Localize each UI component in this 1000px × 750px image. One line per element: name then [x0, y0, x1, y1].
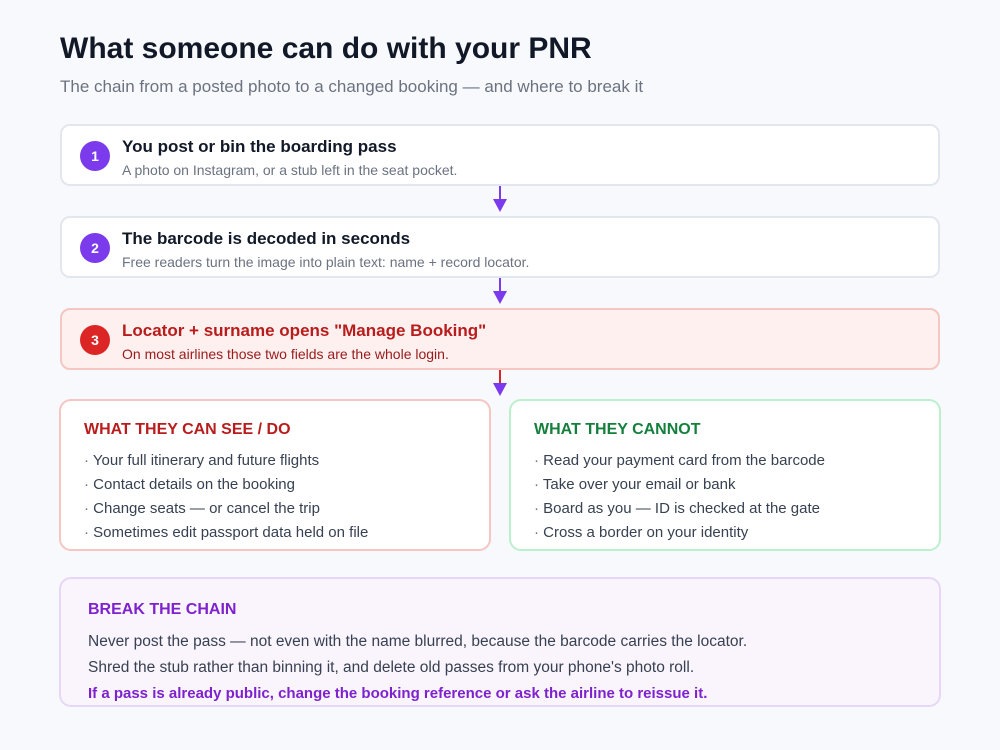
page-title: What someone can do with your PNR — [60, 32, 592, 65]
advice-line: Never post the pass — not even with the name blurred, because the barcode carries the locator. — [88, 633, 748, 650]
step-description: Free readers turn the image into plain text: name + record locator. — [122, 254, 530, 270]
cannot-do-heading: WHAT THEY CANNOT — [534, 421, 701, 438]
cannot-do-list — [534, 451, 825, 547]
can-do-list — [84, 451, 368, 547]
step-manage-booking — [60, 308, 940, 370]
step-number-badge: 3 — [80, 325, 110, 355]
step-post-pass — [60, 124, 940, 186]
list-item: · Cross a border on your identity — [534, 523, 825, 547]
step-description: A photo on Instagram, or a stub left in the seat pocket. — [122, 162, 458, 178]
cannot-do-panel — [509, 399, 941, 551]
step-title: Locator + surname opens "Manage Booking" — [122, 321, 487, 340]
can-do-heading: WHAT THEY CAN SEE / DO — [84, 421, 291, 438]
step-title: You post or bin the boarding pass — [122, 137, 397, 156]
step-number-badge: 2 — [80, 233, 110, 263]
break-the-chain-box — [59, 577, 941, 707]
step-title: The barcode is decoded in seconds — [122, 229, 411, 248]
list-item: · Board as you — ID is checked at the gate — [534, 499, 825, 523]
list-item: · Your full itinerary and future flights — [84, 451, 368, 475]
list-item: · Change seats — or cancel the trip — [84, 499, 368, 523]
step-decode-barcode — [60, 216, 940, 278]
advice-line: Shred the stub rather than binning it, and delete old passes from your phone's photo roll. — [88, 659, 695, 676]
step-description: On most airlines those two fields are the whole login. — [122, 346, 449, 362]
break-the-chain-heading: BREAK THE CHAIN — [88, 601, 237, 618]
down-arrow-icon — [490, 369, 510, 399]
page-subtitle: The chain from a posted photo to a changed booking — and where to break it — [60, 77, 644, 96]
can-do-panel — [59, 399, 491, 551]
list-item: · Read your payment card from the barcode — [534, 451, 825, 475]
down-arrow-icon — [490, 185, 510, 215]
advice-highlight: If a pass is already public, change the booking reference or ask the airline to reissue it. — [88, 685, 708, 702]
list-item: · Contact details on the booking — [84, 475, 368, 499]
list-item: · Take over your email or bank — [534, 475, 825, 499]
down-arrow-icon — [490, 277, 510, 307]
step-number-badge: 1 — [80, 141, 110, 171]
list-item: · Sometimes edit passport data held on file — [84, 523, 368, 547]
